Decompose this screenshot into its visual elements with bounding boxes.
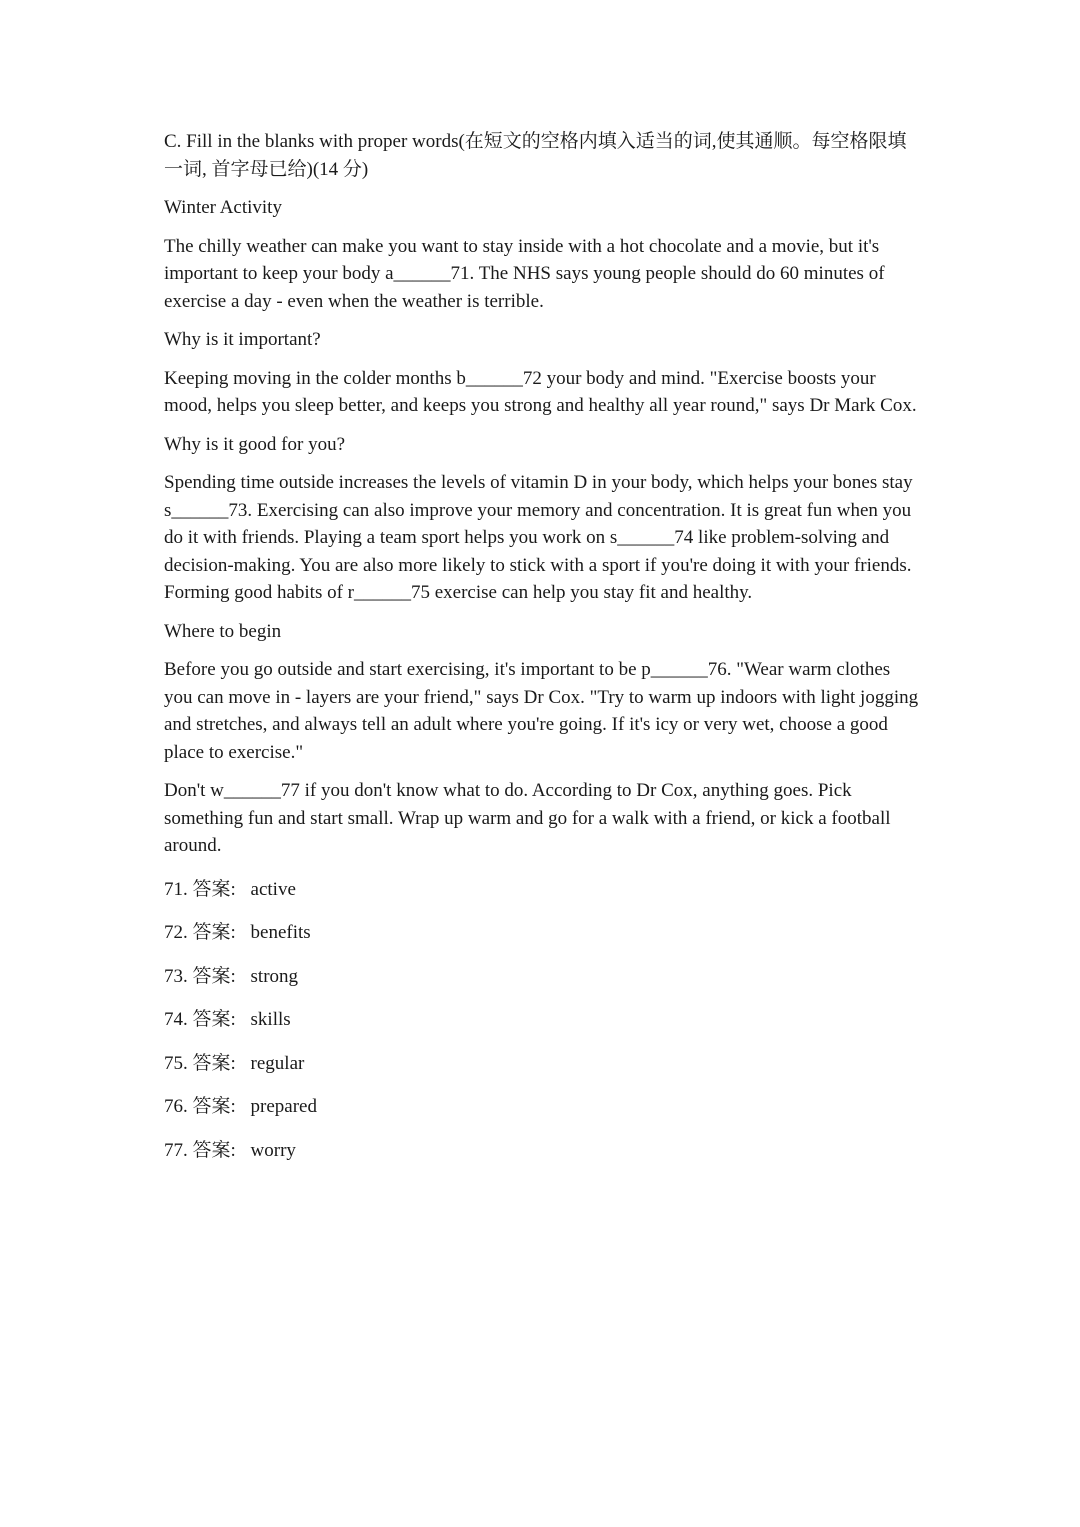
answer-item [164, 1050, 920, 1078]
answer-number: 74. [164, 1009, 188, 1030]
answer-number: 71. [164, 878, 188, 900]
answer-number: 76. [164, 1096, 188, 1117]
answer-list [164, 876, 920, 1165]
answer-item [164, 963, 920, 991]
answer-word: skills [250, 1009, 291, 1030]
section-heading-begin: Where to begin [164, 620, 282, 642]
paragraph-benefits: Spending time outside increases the levels of vitamin D in your body, which helps your bones stay s______73. Exercising can also improve your memory and concentration. It is great fun when you do it with friends. Playing a team sport helps you work on s______74 like problem-solving and decision-making. You are also more likely to stick with a sport if you're doing it with your friends. Forming good habits of r______75 exercise can help you stay fit and healthy. [164, 472, 913, 603]
instruction-text: C. Fill in the blanks with proper words(在短文的空格内填入适当的词,使其通顺。每空格限填一词, 首字母已给)(14 分) [164, 131, 907, 180]
answer-number: 72. [164, 922, 188, 943]
answer-word: prepared [250, 1096, 317, 1117]
paragraph-begin: Before you go outside and start exercising, it's important to be p______76. "Wear warm clothes you can move in - layers are your friend," says Dr Cox. "Try to warm up indoors with light jogging and stretches, and always tell an adult where you're going. If it's icy or very wet, choose a good place to exercise." [164, 659, 919, 763]
answer-word: worry [250, 1139, 296, 1161]
answer-item [164, 1006, 920, 1034]
answer-word: benefits [250, 922, 311, 943]
answer-label: 答案: [192, 965, 236, 987]
answer-item [164, 1137, 920, 1165]
document-page [164, 128, 920, 1180]
paragraph-intro: The chilly weather can make you want to stay inside with a hot chocolate and a movie, but it's important to keep your body a______71. The NHS says young people should do 60 minutes of exercise a day - even when the weather is terrible. [164, 235, 885, 312]
section-heading-benefits: Why is it good for you? [164, 433, 346, 455]
answer-item [164, 919, 920, 947]
answer-label: 答案: [192, 1052, 236, 1074]
paragraph-closing: Don't w______77 if you don't know what to do. According to Dr Cox, anything goes. Pick something fun and start small. Wrap up warm and go for a walk with a friend, or kick a football around. [164, 780, 891, 856]
answer-label: 答案: [192, 1096, 236, 1117]
answer-label: 答案: [192, 878, 236, 900]
answer-item [164, 876, 920, 904]
section-heading-importance: Why is it important? [164, 329, 321, 350]
answer-label: 答案: [192, 922, 236, 943]
answer-number: 77. [164, 1139, 188, 1161]
answer-word: regular [250, 1052, 305, 1074]
answer-item [164, 1093, 920, 1121]
answer-label: 答案: [192, 1009, 236, 1030]
answer-label: 答案: [192, 1139, 236, 1161]
answer-number: 75. [164, 1052, 188, 1074]
answer-number: 73. [164, 965, 188, 987]
answer-word: strong [250, 965, 299, 987]
passage-title: Winter Activity [164, 197, 282, 218]
paragraph-importance: Keeping moving in the colder months b______72 your body and mind. "Exercise boosts your mood, helps you sleep better, and keeps you strong and healthy all year round," says Dr Mark Cox. [164, 367, 917, 416]
answer-word: active [250, 878, 296, 900]
